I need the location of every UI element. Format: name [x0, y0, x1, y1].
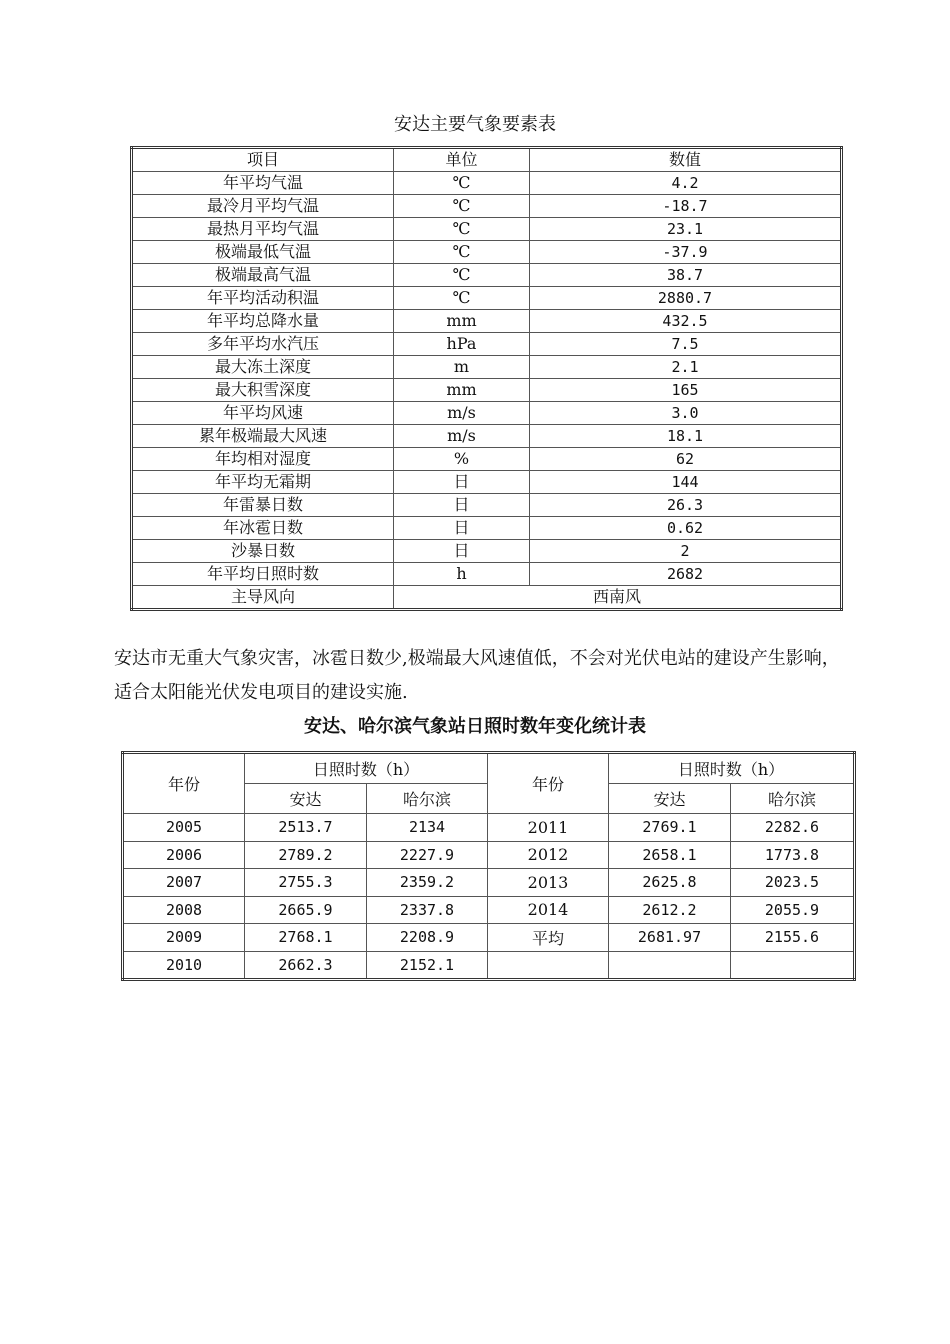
table1-title: 安达主要气象要素表	[394, 114, 556, 135]
value-cell: 0.62	[530, 517, 842, 540]
anda-cell: 2513.7	[245, 814, 367, 842]
anda-cell: 2665.9	[245, 896, 367, 924]
year-cell: 2012	[488, 841, 609, 869]
unit-cell: ℃	[394, 241, 530, 264]
anda-cell: 2612.2	[609, 896, 731, 924]
table-row	[123, 924, 855, 952]
year-cell: 2011	[488, 814, 609, 842]
table-row	[123, 896, 855, 924]
harbin-cell	[731, 951, 855, 980]
table1-header-row	[132, 148, 842, 172]
year-cell	[488, 951, 609, 980]
value-cell: 62	[530, 448, 842, 471]
unit-cell: m/s	[394, 425, 530, 448]
unit-cell: mm	[394, 310, 530, 333]
value-cell: 西南风	[394, 586, 842, 610]
unit-cell: ℃	[394, 195, 530, 218]
item-cell: 极端最高气温	[132, 264, 394, 287]
item-cell: 年平均日照时数	[132, 563, 394, 586]
header-anda-left: 安达	[245, 784, 367, 814]
value-cell: 7.5	[530, 333, 842, 356]
anda-cell: 2625.8	[609, 869, 731, 897]
item-cell: 年平均总降水量	[132, 310, 394, 333]
table-row	[132, 563, 842, 586]
value-cell: -18.7	[530, 195, 842, 218]
item-cell: 年均相对湿度	[132, 448, 394, 471]
value-cell: 2	[530, 540, 842, 563]
harbin-cell: 1773.8	[731, 841, 855, 869]
harbin-cell: 2359.2	[367, 869, 488, 897]
item-cell: 年雷暴日数	[132, 494, 394, 517]
table-row	[132, 310, 842, 333]
item-cell: 最大积雪深度	[132, 379, 394, 402]
header-sunshine-left: 日照时数（h）	[245, 753, 488, 784]
value-cell: 4.2	[530, 172, 842, 195]
table-row	[132, 402, 842, 425]
summary-paragraph: 安达市无重大气象灾害，冰雹日数少,极端最大风速值低，不会对光伏电站的建设产生影响，适合太阳能光伏发电项目的建设实施.	[114, 648, 840, 703]
value-cell: 2.1	[530, 356, 842, 379]
table-row	[123, 841, 855, 869]
value-cell: 18.1	[530, 425, 842, 448]
value-cell: -37.9	[530, 241, 842, 264]
anda-cell: 2768.1	[245, 924, 367, 952]
header-item: 项目	[132, 148, 394, 172]
year-cell: 2014	[488, 896, 609, 924]
table-row	[132, 241, 842, 264]
item-cell: 最大冻土深度	[132, 356, 394, 379]
year-cell: 2010	[123, 951, 245, 980]
value-cell: 38.7	[530, 264, 842, 287]
item-cell: 年平均气温	[132, 172, 394, 195]
table-row	[132, 195, 842, 218]
harbin-cell: 2337.8	[367, 896, 488, 924]
table-row	[132, 264, 842, 287]
table-row	[132, 333, 842, 356]
value-cell: 165	[530, 379, 842, 402]
harbin-cell: 2227.9	[367, 841, 488, 869]
anda-cell: 2789.2	[245, 841, 367, 869]
item-cell: 多年平均水汽压	[132, 333, 394, 356]
table-row	[132, 356, 842, 379]
value-cell: 3.0	[530, 402, 842, 425]
header-year-right: 年份	[488, 753, 609, 814]
unit-cell: ℃	[394, 218, 530, 241]
value-cell: 26.3	[530, 494, 842, 517]
year-cell: 2013	[488, 869, 609, 897]
header-value: 数值	[530, 148, 842, 172]
value-cell: 23.1	[530, 218, 842, 241]
value-cell: 2880.7	[530, 287, 842, 310]
unit-cell: ℃	[394, 172, 530, 195]
header-unit: 单位	[394, 148, 530, 172]
item-cell: 年平均无霜期	[132, 471, 394, 494]
table-row	[132, 586, 842, 610]
unit-cell: 日	[394, 494, 530, 517]
header-harbin-left: 哈尔滨	[367, 784, 488, 814]
table-row	[132, 517, 842, 540]
unit-cell: m/s	[394, 402, 530, 425]
table-row	[132, 471, 842, 494]
item-cell: 沙暴日数	[132, 540, 394, 563]
header-sunshine-right: 日照时数（h）	[609, 753, 855, 784]
table-row	[132, 540, 842, 563]
anda-cell: 2662.3	[245, 951, 367, 980]
unit-cell: ℃	[394, 287, 530, 310]
value-cell: 144	[530, 471, 842, 494]
unit-cell: 日	[394, 540, 530, 563]
table-row	[132, 494, 842, 517]
table-row	[123, 814, 855, 842]
item-cell: 最热月平均气温	[132, 218, 394, 241]
value-cell: 432.5	[530, 310, 842, 333]
unit-cell: %	[394, 448, 530, 471]
unit-cell: ℃	[394, 264, 530, 287]
year-cell: 平均	[488, 924, 609, 952]
table-row	[132, 425, 842, 448]
year-cell: 2005	[123, 814, 245, 842]
table-row	[132, 379, 842, 402]
table-row	[123, 869, 855, 897]
anda-cell: 2658.1	[609, 841, 731, 869]
value-cell: 2682	[530, 563, 842, 586]
item-cell: 主导风向	[132, 586, 394, 610]
harbin-cell: 2282.6	[731, 814, 855, 842]
year-cell: 2009	[123, 924, 245, 952]
sunshine-hours-table	[121, 751, 856, 981]
table2-title: 安达、哈尔滨气象站日照时数年变化统计表	[304, 716, 646, 737]
year-cell: 2008	[123, 896, 245, 924]
unit-cell: m	[394, 356, 530, 379]
anda-cell: 2755.3	[245, 869, 367, 897]
anda-cell: 2769.1	[609, 814, 731, 842]
unit-cell: 日	[394, 517, 530, 540]
unit-cell: 日	[394, 471, 530, 494]
item-cell: 年平均风速	[132, 402, 394, 425]
harbin-cell: 2023.5	[731, 869, 855, 897]
unit-cell: h	[394, 563, 530, 586]
harbin-cell: 2208.9	[367, 924, 488, 952]
harbin-cell: 2055.9	[731, 896, 855, 924]
header-anda-right: 安达	[609, 784, 731, 814]
meteorological-elements-table	[130, 146, 843, 611]
header-harbin-right: 哈尔滨	[731, 784, 855, 814]
year-cell: 2007	[123, 869, 245, 897]
header-year-left: 年份	[123, 753, 245, 814]
item-cell: 极端最低气温	[132, 241, 394, 264]
item-cell: 累年极端最大风速	[132, 425, 394, 448]
harbin-cell: 2155.6	[731, 924, 855, 952]
table-row	[132, 218, 842, 241]
unit-cell: hPa	[394, 333, 530, 356]
item-cell: 年平均活动积温	[132, 287, 394, 310]
anda-cell	[609, 951, 731, 980]
table-row	[123, 951, 855, 980]
table2-header-row-1	[123, 753, 855, 784]
anda-cell: 2681.97	[609, 924, 731, 952]
table-row	[132, 172, 842, 195]
harbin-cell: 2152.1	[367, 951, 488, 980]
unit-cell: mm	[394, 379, 530, 402]
table-row	[132, 448, 842, 471]
item-cell: 最冷月平均气温	[132, 195, 394, 218]
year-cell: 2006	[123, 841, 245, 869]
table-row	[132, 287, 842, 310]
item-cell: 年冰雹日数	[132, 517, 394, 540]
harbin-cell: 2134	[367, 814, 488, 842]
